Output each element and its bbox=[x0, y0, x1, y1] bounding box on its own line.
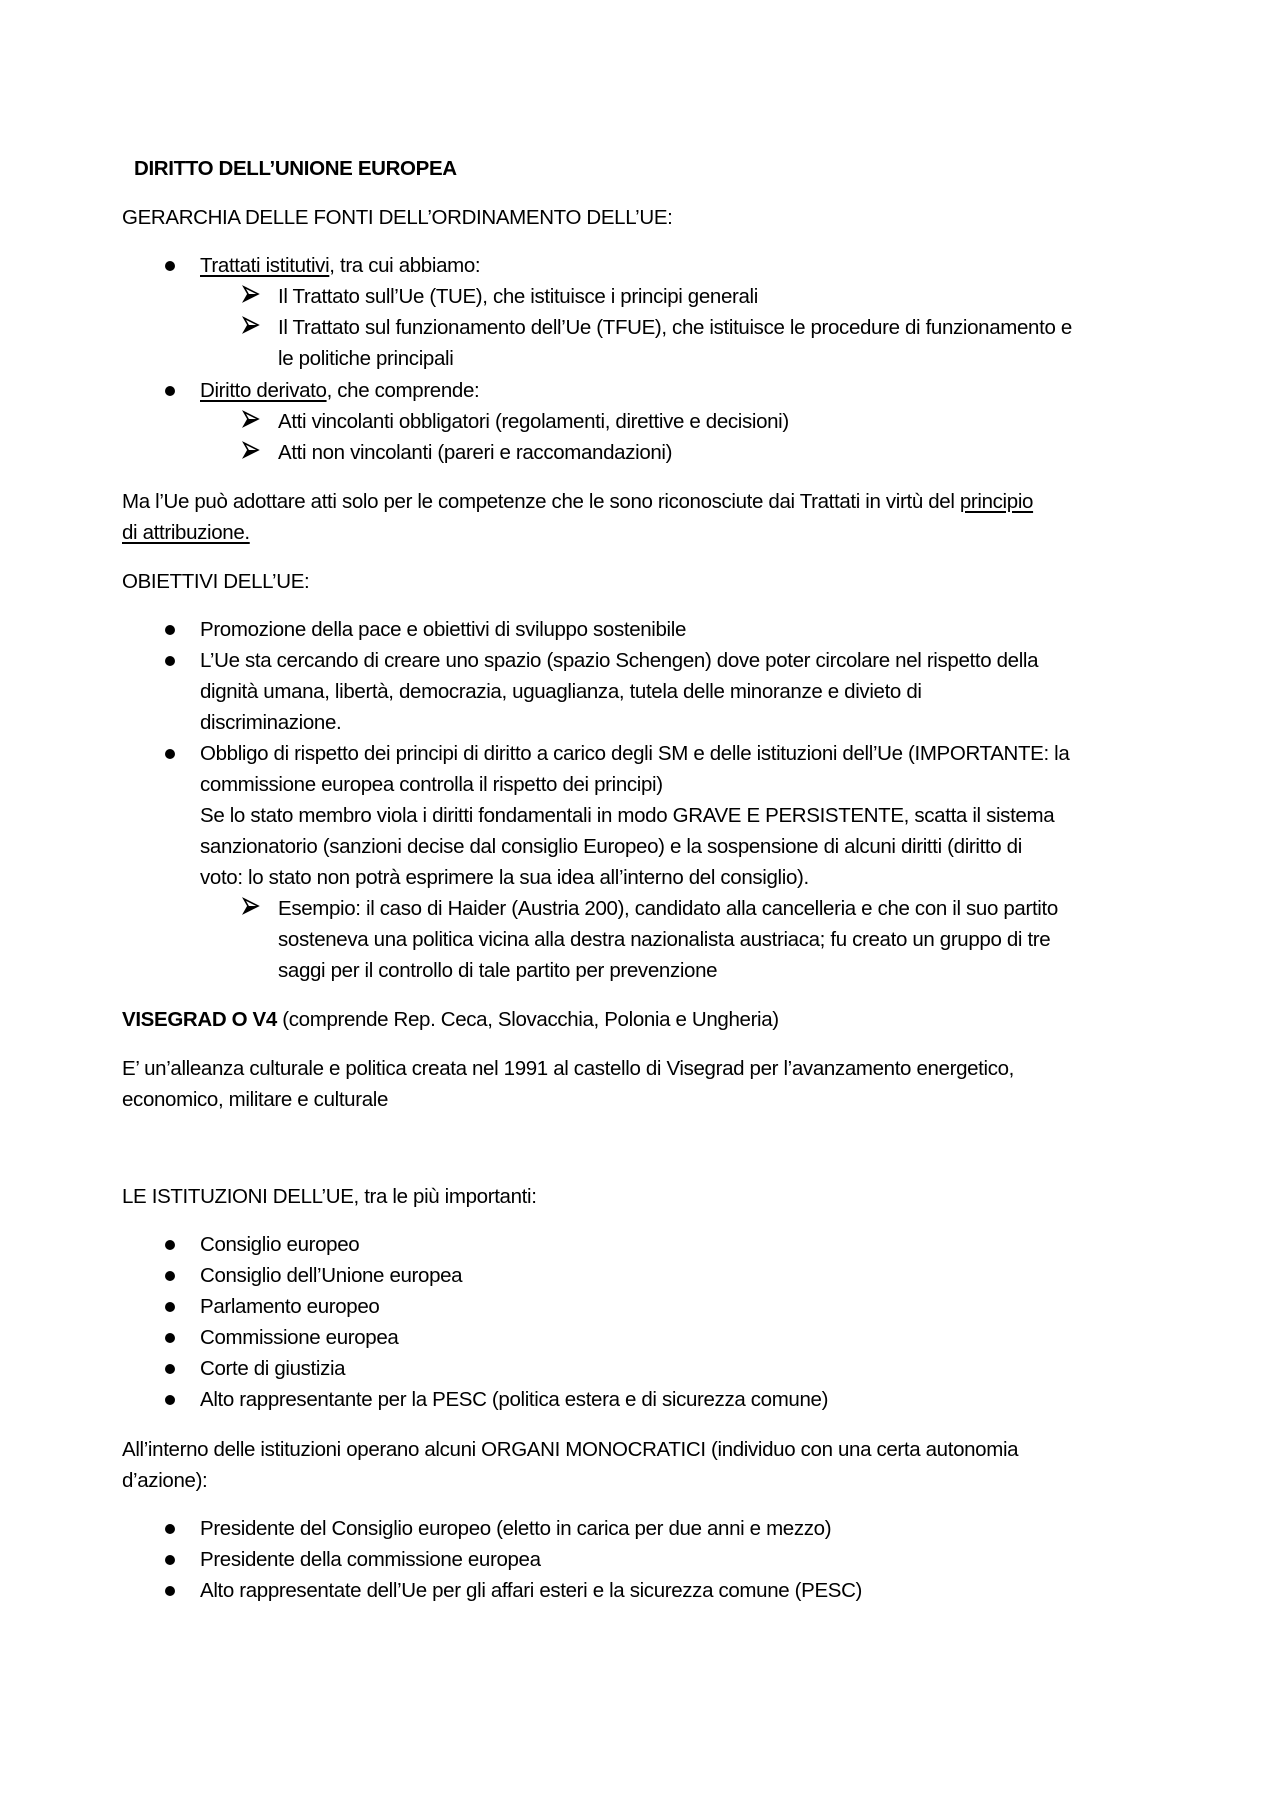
underlined-term: Trattati istitutivi bbox=[200, 254, 330, 277]
section-heading-istituzioni: LE ISTITUZIONI DELL’UE, tra le più importanti: bbox=[122, 1185, 537, 1208]
bullet-icon bbox=[165, 1333, 175, 1343]
bullet-icon bbox=[165, 1586, 175, 1596]
underlined-term: di attribuzione. bbox=[122, 521, 250, 544]
bullet-icon bbox=[165, 1240, 175, 1250]
list-item: Corte di giustizia bbox=[200, 1357, 346, 1380]
bullet-icon bbox=[165, 1524, 175, 1534]
sub-list-item: Atti vincolanti obbligatori (regolamenti, direttive e decisioni) bbox=[278, 410, 789, 433]
section-heading-gerarchia: GERARCHIA DELLE FONTI DELL’ORDINAMENTO DELL’UE: bbox=[122, 206, 673, 229]
paragraph-attribuzione: Ma l’Ue può adottare atti solo per le competenze che le sono riconosciute dai Trattati in virtù del principio bbox=[122, 490, 1034, 513]
paragraph-organi: All’interno delle istituzioni operano alcuni ORGANI MONOCRATICI (individuo con una certa autonomia bbox=[122, 1438, 1019, 1461]
bullet-icon bbox=[165, 1395, 175, 1405]
bullet-icon bbox=[165, 1271, 175, 1281]
list-item: Obbligo di rispetto dei principi di diritto a carico degli SM e delle istituzioni dell’Ue (IMPORTANTE: la bbox=[200, 742, 1070, 765]
sub-list-item-continuation: saggi per il controllo di tale partito per prevenzione bbox=[278, 959, 718, 982]
arrow-bullet-icon bbox=[242, 441, 260, 459]
bullet-icon bbox=[165, 656, 175, 666]
sub-list-item: Atti non vincolanti (pareri e raccomandazioni) bbox=[278, 441, 673, 464]
list-item-continuation: discriminazione. bbox=[200, 711, 342, 734]
sub-list-item-continuation: sosteneva una politica vicina alla destra nazionalista austriaca; fu creato un gruppo di tre bbox=[278, 928, 1051, 951]
bullet-icon bbox=[165, 1555, 175, 1565]
list-item: Alto rappresentante per la PESC (politica estera e di sicurezza comune) bbox=[200, 1388, 829, 1411]
bullet-icon bbox=[165, 625, 175, 635]
list-item-continuation: Se lo stato membro viola i diritti fondamentali in modo GRAVE E PERSISTENTE, scatta il sistema bbox=[200, 804, 1055, 827]
list-item: Diritto derivato, che comprende: bbox=[200, 379, 480, 402]
list-item-continuation: dignità umana, libertà, democrazia, uguaglianza, tutela delle minoranze e divieto di bbox=[200, 680, 922, 703]
bullet-icon bbox=[165, 1302, 175, 1312]
bullet-icon bbox=[165, 749, 175, 759]
arrow-bullet-icon bbox=[242, 897, 260, 915]
list-item-continuation: voto: lo stato non potrà esprimere la sua idea all’interno del consiglio). bbox=[200, 866, 809, 889]
list-item: Consiglio europeo bbox=[200, 1233, 360, 1256]
list-item: Parlamento europeo bbox=[200, 1295, 380, 1318]
list-item: Promozione della pace e obiettivi di sviluppo sostenibile bbox=[200, 618, 687, 641]
list-item: Commissione europea bbox=[200, 1326, 399, 1349]
paragraph-visegrad: E’ un’alleanza culturale e politica creata nel 1991 al castello di Visegrad per l’avanzamento energetico, bbox=[122, 1057, 1015, 1080]
list-item: Presidente della commissione europea bbox=[200, 1548, 541, 1571]
bullet-icon bbox=[165, 1364, 175, 1374]
section-heading-visegrad: VISEGRAD O V4 (comprende Rep. Ceca, Slovacchia, Polonia e Ungheria) bbox=[122, 1008, 779, 1031]
arrow-bullet-icon bbox=[242, 285, 260, 303]
underlined-term: Diritto derivato bbox=[200, 379, 327, 402]
paragraph-visegrad-continuation: economico, militare e culturale bbox=[122, 1088, 389, 1111]
list-item: Alto rappresentate dell’Ue per gli affari esteri e la sicurezza comune (PESC) bbox=[200, 1579, 863, 1602]
sub-list-item-continuation: le politiche principali bbox=[278, 347, 454, 370]
underlined-term: principio bbox=[959, 490, 1034, 513]
arrow-bullet-icon bbox=[242, 410, 260, 428]
list-item: L’Ue sta cercando di creare uno spazio (spazio Schengen) dove poter circolare nel rispetto della bbox=[200, 649, 1039, 672]
document-title: DIRITTO DELL’UNIONE EUROPEA bbox=[134, 157, 457, 180]
sub-list-item: Esempio: il caso di Haider (Austria 200), candidato alla cancelleria e che con il suo partito bbox=[278, 897, 1058, 920]
paragraph-organi-continuation: d’azione): bbox=[122, 1469, 208, 1492]
arrow-bullet-icon bbox=[242, 316, 260, 334]
bullet-icon bbox=[165, 261, 175, 271]
paragraph-attribuzione-continuation bbox=[122, 520, 250, 546]
sub-list-item: Il Trattato sull’Ue (TUE), che istituisce i principi generali bbox=[278, 285, 758, 308]
list-item-continuation: commissione europea controlla il rispetto dei principi) bbox=[200, 773, 663, 796]
list-item: Consiglio dell’Unione europea bbox=[200, 1264, 463, 1287]
list-item: Presidente del Consiglio europeo (eletto in carica per due anni e mezzo) bbox=[200, 1517, 832, 1540]
list-item: Trattati istitutivi, tra cui abbiamo: bbox=[200, 254, 481, 277]
bullet-icon bbox=[165, 386, 175, 396]
sub-list-item: Il Trattato sul funzionamento dell’Ue (TFUE), che istituisce le procedure di funzionamento e bbox=[278, 316, 1072, 339]
list-item-continuation: sanzionatorio (sanzioni decise dal consiglio Europeo) e la sospensione di alcuni diritti (diritto di bbox=[200, 835, 1022, 858]
section-heading-obiettivi: OBIETTIVI DELL’UE: bbox=[122, 570, 310, 593]
